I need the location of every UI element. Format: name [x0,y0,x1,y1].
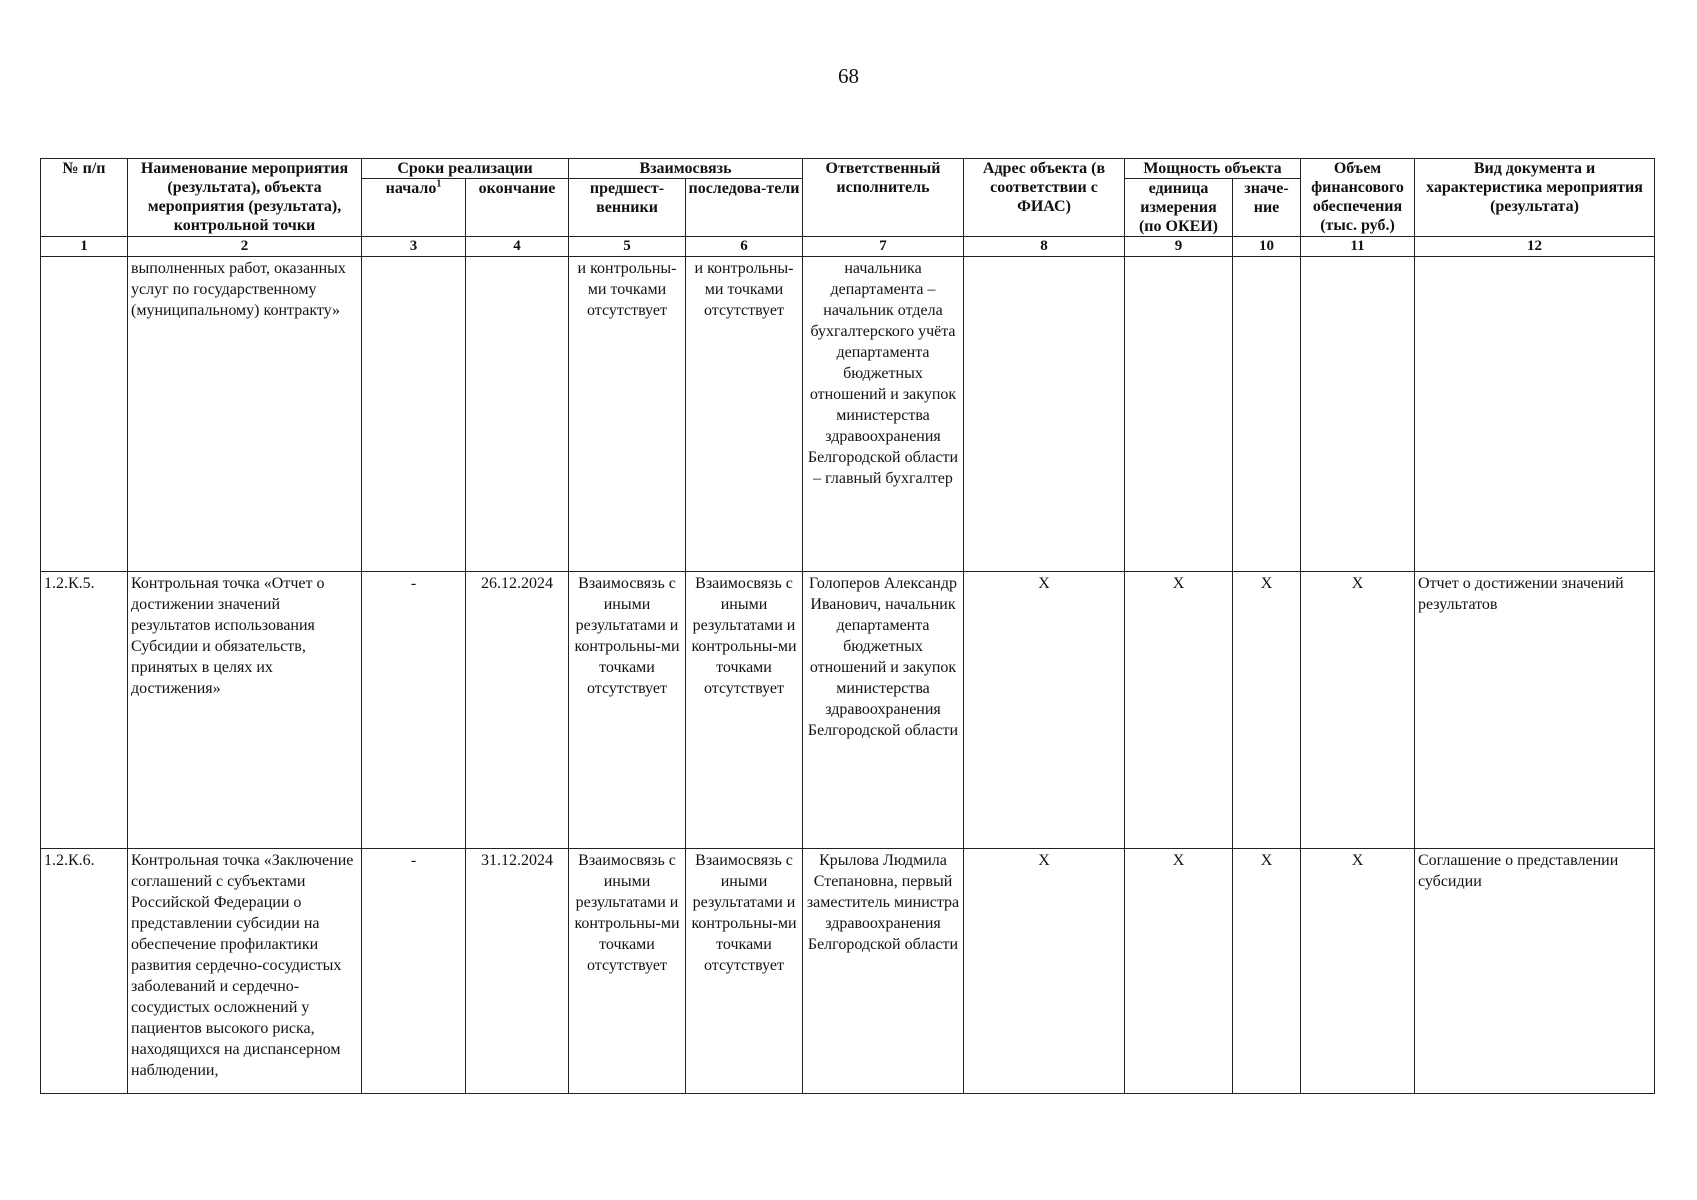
header-successors: последова-тели [686,179,803,237]
row-doc [1415,257,1655,572]
column-number: 8 [964,237,1125,257]
row-end: 31.12.2024 [466,849,569,1094]
row-successors: Взаимосвязь с иными результатами и контрольны-ми точками отсутствует [686,849,803,1094]
row-funding: X [1301,849,1415,1094]
row-predecessors: Взаимосвязь с иными результатами и контрольны-ми точками отсутствует [569,849,686,1094]
header-start-label: начало [385,180,437,197]
row-name: Контрольная точка «Отчет о достижении значений результатов использования Субсидии и обязательств, принятых в целях их достижения» [128,572,362,849]
header-end: окончание [466,179,569,237]
row-start [362,257,466,572]
row-responsible: Голоперов Александр Иванович, начальник департамента бюджетных отношений и закупок министерства здравоохранения Белгородской области [803,572,964,849]
row-responsible: Крылова Людмила Степановна, первый заместитель министра здравоохранения Белгородской области [803,849,964,1094]
header-unit: единица измерения (по ОКЕИ) [1125,179,1233,237]
table-row [41,257,1655,572]
row-start: - [362,572,466,849]
row-address [964,257,1125,572]
column-number: 5 [569,237,686,257]
header-predecessors: предшест-венники [569,179,686,237]
row-predecessors: Взаимосвязь с иными результатами и контрольны-ми точками отсутствует [569,572,686,849]
row-end: 26.12.2024 [466,572,569,849]
row-unit [1125,257,1233,572]
row-value: X [1233,572,1301,849]
page-number: 68 [838,64,859,88]
column-number: 3 [362,237,466,257]
row-start: - [362,849,466,1094]
column-number: 4 [466,237,569,257]
header-num: № п/п [41,159,128,237]
row-address: X [964,572,1125,849]
row-address: X [964,849,1125,1094]
column-number: 6 [686,237,803,257]
column-number: 2 [128,237,362,257]
header-doc-type: Вид документа и характеристика мероприятия (результата) [1415,159,1655,237]
row-value: X [1233,849,1301,1094]
row-unit: X [1125,849,1233,1094]
row-num: 1.2.К.6. [41,849,128,1094]
table-row [41,849,1655,1094]
header-start-footnote: 1 [436,178,442,190]
row-value [1233,257,1301,572]
column-number: 10 [1233,237,1301,257]
header-name: Наименование мероприятия (результата), объекта мероприятия (результата), контрольной точки [128,159,362,237]
row-successors: Взаимосвязь с иными результатами и контрольны-ми точками отсутствует [686,572,803,849]
column-number: 1 [41,237,128,257]
header-start [362,179,466,237]
row-doc: Отчет о достижении значений результатов [1415,572,1655,849]
column-number: 12 [1415,237,1655,257]
header-links-group: Взаимосвязь [569,159,803,179]
row-name: Контрольная точка «Заключение соглашений с субъектами Российской Федерации о представлении субсидии на обеспечение профилактики развития сердечно-сосудистых заболеваний и сердечно-сосудистых осложнений у пациентов высокого риска, находящихся на диспансерном наблюдении, [128,849,362,1094]
row-funding [1301,257,1415,572]
header-responsible: Ответственный исполнитель [803,159,964,237]
row-doc: Соглашение о представлении субсидии [1415,849,1655,1094]
header-capacity-group: Мощность объекта [1125,159,1301,179]
row-name: выполненных работ, оказанных услуг по государственному (муниципальному) контракту» [128,257,362,572]
row-num [41,257,128,572]
header-funding: Объем финансового обеспечения (тыс. руб.) [1301,159,1415,237]
header-dates-group: Сроки реализации [362,159,569,179]
row-unit: X [1125,572,1233,849]
table-row [41,572,1655,849]
row-end [466,257,569,572]
column-number: 9 [1125,237,1233,257]
row-predecessors: и контрольны-ми точками отсутствует [569,257,686,572]
column-number: 7 [803,237,964,257]
column-number: 11 [1301,237,1415,257]
header-value: значе-ние [1233,179,1301,237]
row-successors: и контрольны-ми точками отсутствует [686,257,803,572]
row-responsible: начальника департамента – начальник отдела бухгалтерского учёта департамента бюджетных отношений и закупок министерства здравоохранения Белгородской области – главный бухгалтер [803,257,964,572]
header-address: Адрес объекта (в соответствии с ФИАС) [964,159,1125,237]
row-funding: X [1301,572,1415,849]
activities-table [40,158,1655,1094]
row-num: 1.2.К.5. [41,572,128,849]
